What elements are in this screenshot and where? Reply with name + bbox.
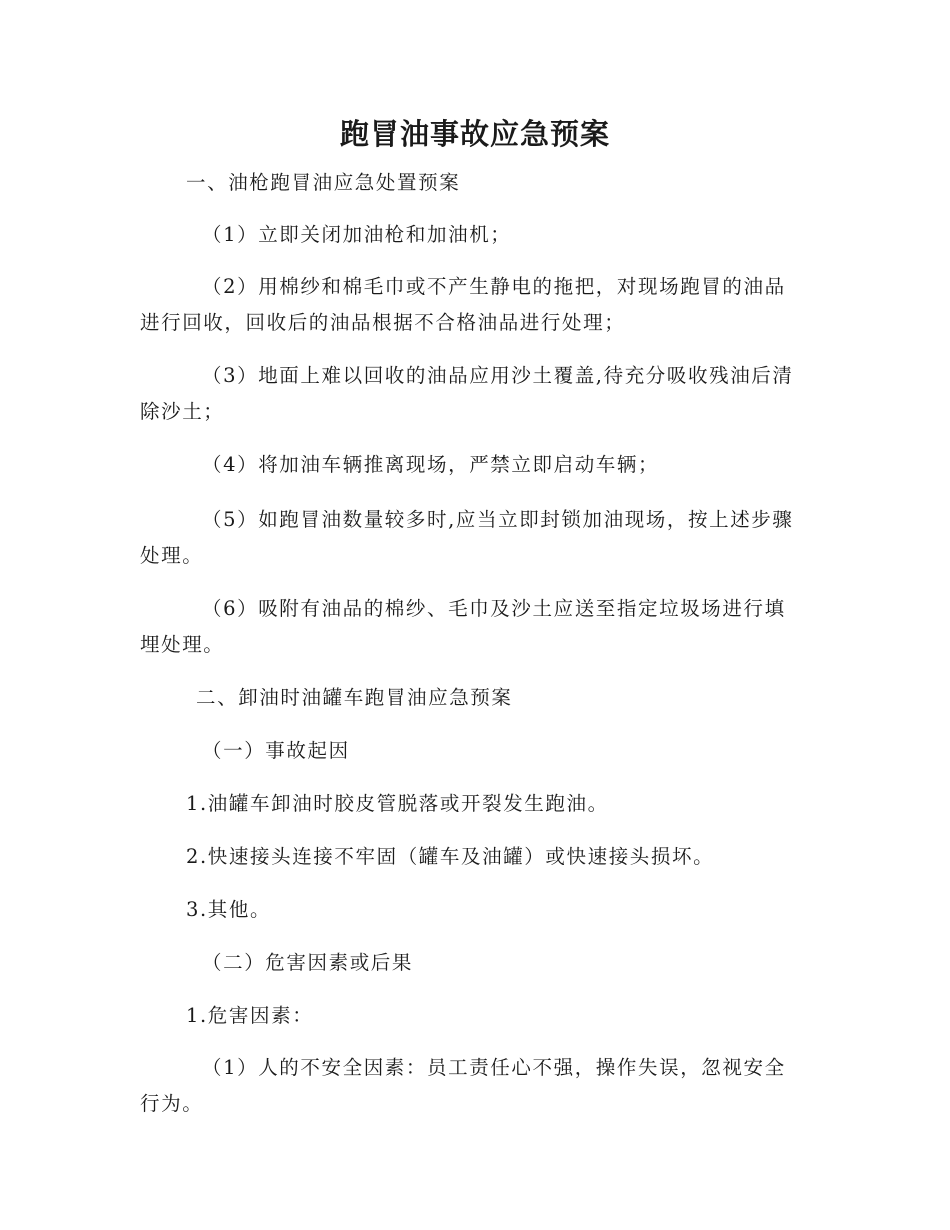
paragraph-human-factor: [140, 1050, 808, 1122]
paragraph-line: 二、卸油时油罐车跑冒油应急预案: [196, 686, 513, 709]
paragraph-line: （4）将加油车辆推离现场，严禁立即启动车辆；: [202, 453, 660, 476]
section-heading-2: [196, 680, 864, 716]
paragraph-line: 3.其他。: [186, 898, 272, 921]
section-heading-1: [186, 165, 854, 201]
paragraph-line: 进行回收，回收后的油品根据不合格油品进行处理；: [140, 311, 626, 334]
paragraph-line: 埋处理。: [140, 633, 225, 656]
paragraph-line: （6）吸附有油品的棉纱、毛巾及沙土应送至指定垃圾场进行填: [202, 597, 786, 620]
paragraph-line: （1）立即关闭加油枪和加油机；: [202, 223, 512, 246]
paragraph-line: （2）用棉纱和棉毛巾或不产生静电的拖把，对现场跑冒的油品: [202, 275, 786, 298]
document-title: 跑冒油事故应急预案: [339, 117, 610, 151]
subheading-cause: [202, 733, 870, 769]
subheading-hazards: [202, 945, 870, 981]
paragraph-line: 1.油罐车卸油时胶皮管脱落或开裂发生跑油。: [186, 792, 609, 815]
paragraph-line: （3）地面上难以回收的油品应用沙土覆盖,待充分吸收残油后清: [202, 364, 794, 387]
paragraph-step-2: [140, 269, 808, 341]
paragraph-line: （二）危害因素或后果: [202, 951, 414, 974]
paragraph-line: 2.快速接头连接不牢固（罐车及油罐）或快速接头损坏。: [186, 845, 715, 868]
paragraph-line: 行为。: [140, 1092, 204, 1115]
list-item-hazard-factors: [186, 998, 854, 1034]
paragraph-line: 处理。: [140, 544, 204, 567]
paragraph-line: （1）人的不安全因素：员工责任心不强，操作失误，忽视安全: [202, 1056, 786, 1079]
paragraph-step-4: [140, 447, 808, 483]
paragraph-line: （5）如跑冒油数量较多时,应当立即封锁加油现场，按上述步骤: [202, 508, 794, 531]
paragraph-line: 一、油枪跑冒油应急处置预案: [186, 171, 461, 194]
paragraph-line: 除沙土；: [140, 400, 225, 423]
list-item-cause-1: [186, 786, 854, 822]
paragraph-step-3: [140, 358, 808, 430]
paragraph-step-5: [140, 502, 808, 574]
list-item-cause-2: [186, 839, 854, 875]
paragraph-step-6: [140, 591, 808, 663]
paragraph-step-1: [140, 217, 808, 253]
paragraph-line: 1.危害因素：: [186, 1004, 314, 1027]
list-item-cause-3: [186, 892, 854, 928]
paragraph-line: （一）事故起因: [202, 739, 350, 762]
